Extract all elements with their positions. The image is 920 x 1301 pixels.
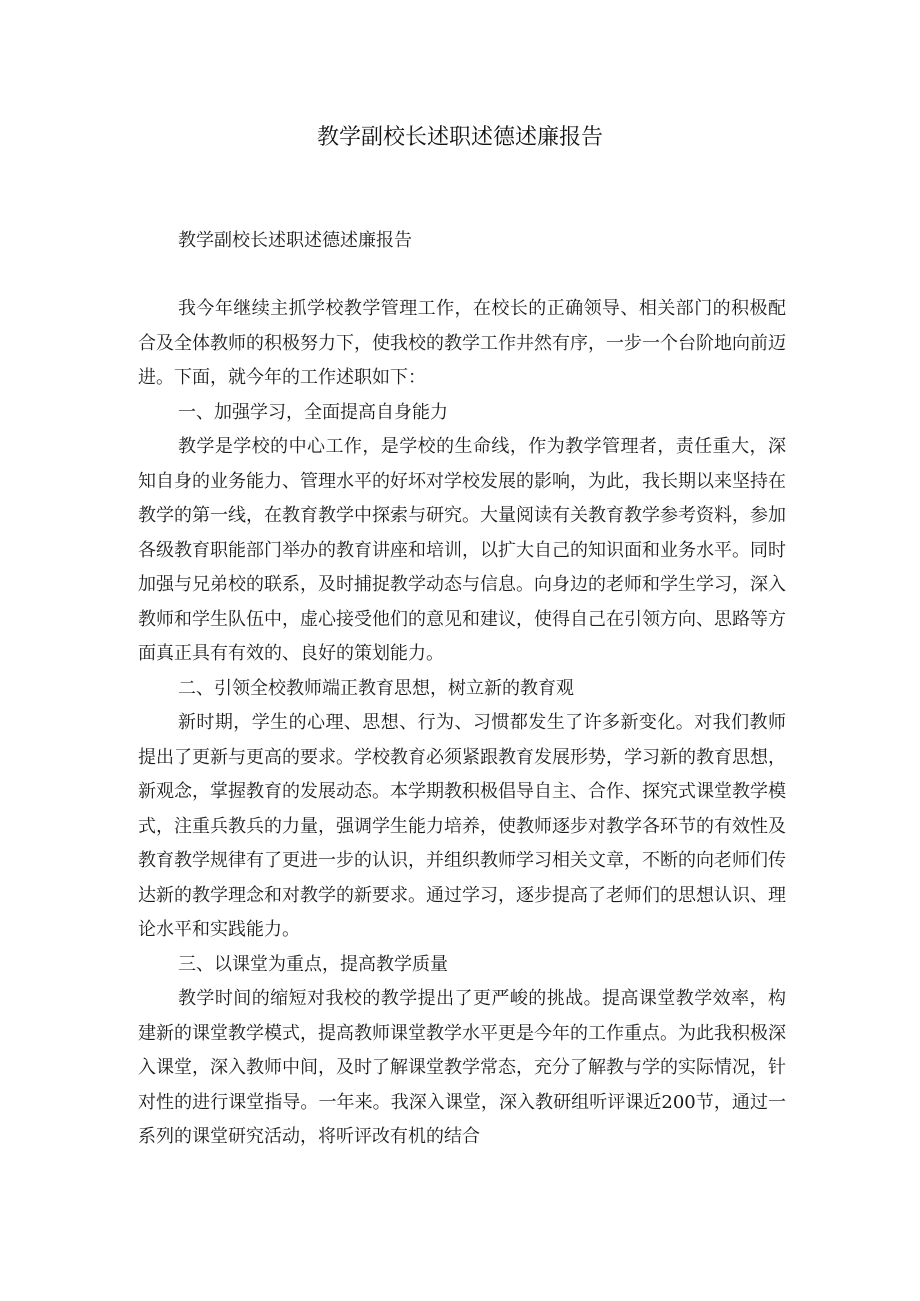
section-heading-2: 二、引领全校教师端正教育思想，树立新的教育观	[178, 677, 574, 699]
section-body-1: 教学是学校的中心工作，是学校的生命线，作为教学管理者，责任重大，深知自身的业务能力、管理水平的好坏对学校发展的影响，为此，我长期以来坚持在教学的第一线，在教育教学中探索与研究。大量阅读有关教育教学参考资料，参加各级教育职能部门举办的教育讲座和培训，以扩大自己的知识面和业务水平。同时加强与兄弟校的联系，及时捕捉教学动态与信息。向身边的老师和学生学习，深入教师和学生队伍中，虚心接受他们的意见和建议，使得自己在引领方向、思路等方面真正具有有效的、良好的策划能力。	[138, 436, 786, 664]
intro-paragraph: 我今年继续主抓学校教学管理工作，在校长的正确领导、相关部门的积极配合及全体教师的积极努力下，使我校的教学工作井然有序，一步一个台阶地向前迈进。下面，就今年的工作述职如下：	[138, 298, 786, 388]
document-body	[138, 224, 786, 1155]
document-title: 教学副校长述职述德述廉报告	[316, 125, 603, 150]
section-body-2: 新时期，学生的心理、思想、行为、习惯都发生了许多新变化。对我们教师提出了更新与更高的要求。学校教育必须紧跟教育发展形势，学习新的教育思想，新观念，掌握教育的发展动态。本学期教积极倡导自主、合作、探究式课堂教学模式，注重兵教兵的力量，强调学生能力培养，使教师逐步对教学各环节的有效性及教育教学规律有了更进一步的认识，并组织教师学习相关文章，不断的向老师们传达新的教学理念和对教学的新要求。通过学习，逐步提高了老师们的思想认识、理论水平和实践能力。	[138, 712, 786, 940]
section-heading-3: 三、以课堂为重点，提高教学质量	[178, 953, 448, 975]
document-subtitle: 教学副校长述职述德述廉报告	[178, 230, 412, 251]
section-body-3: 教学时间的缩短对我校的教学提出了更严峻的挑战。提高课堂教学效率，构建新的课堂教学模式，提高教师课堂教学水平更是今年的工作重点。为此我积极深入课堂，深入教师中间，及时了解课堂教学常态，充分了解教与学的实际情况，针对性的进行课堂指导。一年来。我深入课堂，深入教研组听评课近200节，通过一系列的课堂研究活动，将听评改有机的结合	[138, 988, 786, 1147]
section-heading-1: 一、加强学习，全面提高自身能力	[178, 401, 448, 423]
blank-line	[138, 258, 786, 292]
